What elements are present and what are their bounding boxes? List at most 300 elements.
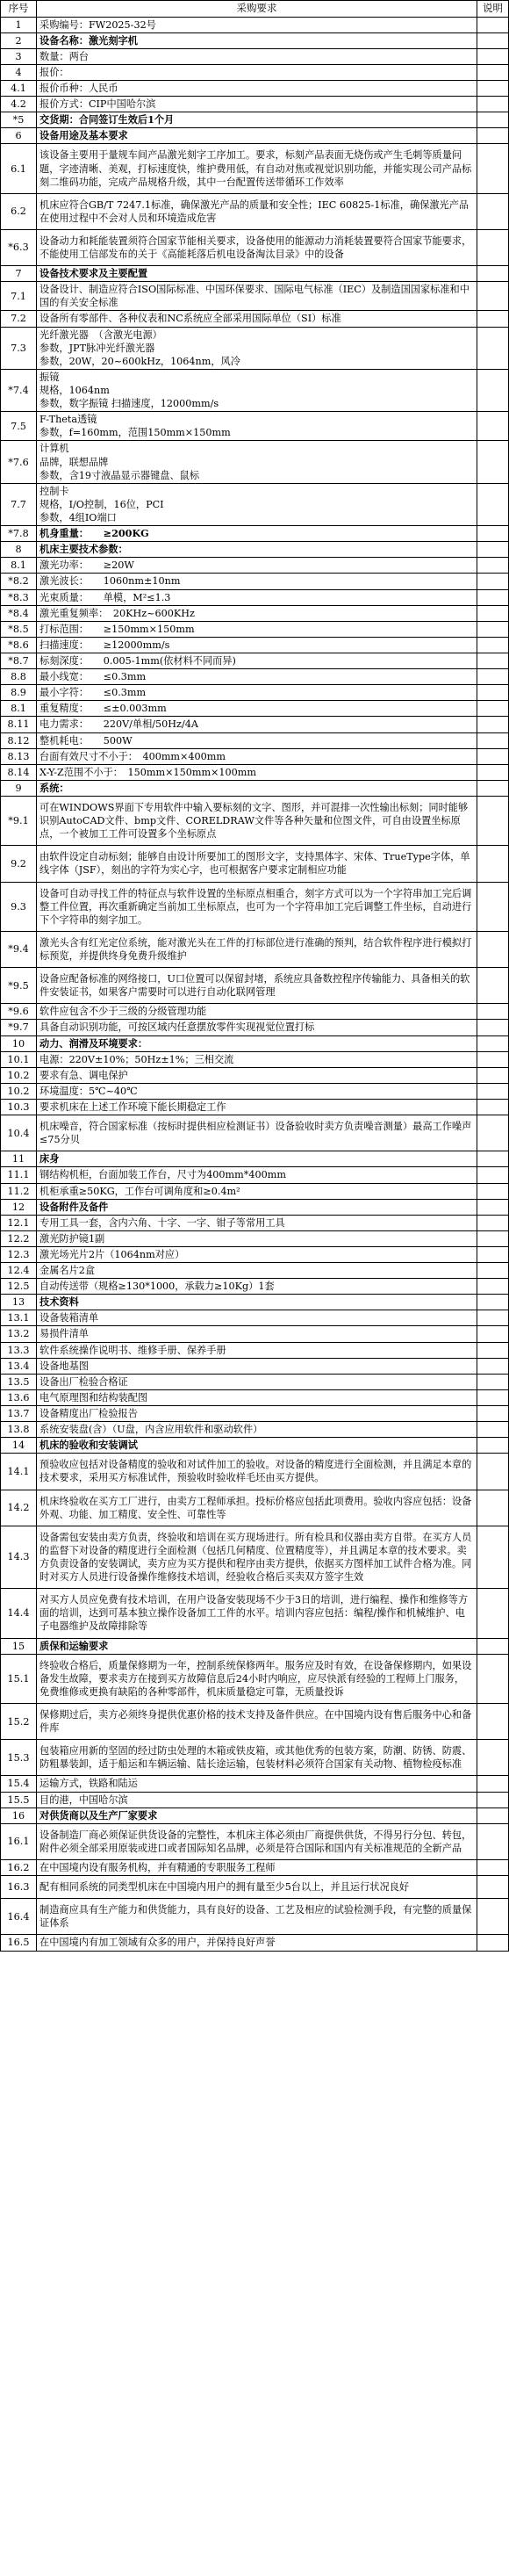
row-requirement-text: 控制卡 规格，I/O控制，16位，PCI 参数，4组IO端口	[37, 483, 477, 525]
row-note	[477, 653, 509, 669]
row-note	[477, 1035, 509, 1051]
section-row	[1, 1199, 509, 1215]
row-requirement-text: 专用工具一套，含内六角、十字、一字、钳子等常用工具	[37, 1215, 477, 1230]
row-note	[477, 1859, 509, 1875]
row-requirement-text: 金属名片2盒	[37, 1263, 477, 1279]
row-number: 12	[1, 1199, 37, 1215]
row-number: 4.1	[1, 80, 37, 96]
row-number: 15.3	[1, 1740, 37, 1776]
row-requirement-text: 报价币种：人民币	[37, 80, 477, 96]
row-requirement-text: 数量：两台	[37, 48, 477, 64]
row-number: 12.2	[1, 1230, 37, 1246]
row-number: *8.7	[1, 653, 37, 669]
row-note	[477, 846, 509, 882]
row-requirement-text: 设备所有零部件、各种仪表和NC系统应全部采用国际单位（SI）标准	[37, 311, 477, 327]
table-row	[1, 64, 509, 80]
row-note	[477, 327, 509, 369]
table-row	[1, 589, 509, 605]
row-note	[477, 621, 509, 637]
table-row	[1, 1654, 509, 1703]
row-note	[477, 229, 509, 265]
row-number: 10.1	[1, 1051, 37, 1067]
row-note	[477, 369, 509, 411]
row-note	[477, 144, 509, 193]
row-note	[477, 780, 509, 796]
row-note	[477, 1526, 509, 1588]
row-note	[477, 1067, 509, 1083]
row-note	[477, 968, 509, 1004]
table-row	[1, 412, 509, 441]
row-number: 14.4	[1, 1589, 37, 1638]
table-row	[1, 1183, 509, 1199]
row-requirement-text: 激光防护镜1副	[37, 1230, 477, 1246]
row-requirement-text: 预验收应包括对设备精度的验收和对试件加工的验收。对设备的精度进行全面检测，并且满足本章的技术要求，采用买方标准试件，预验收时验收样毛坯由买方提供。	[37, 1454, 477, 1490]
row-requirement-text: 软件系统操作说明书、维修手册、保养手册	[37, 1342, 477, 1358]
row-number: 10.2	[1, 1067, 37, 1083]
row-number: 6.1	[1, 144, 37, 193]
header-requirement: 采购要求	[37, 1, 477, 18]
row-note	[477, 441, 509, 483]
row-number: 9.3	[1, 882, 37, 931]
section-row	[1, 112, 509, 128]
section-row	[1, 266, 509, 282]
table-row	[1, 1051, 509, 1067]
table-row	[1, 653, 509, 669]
row-number: 15	[1, 1638, 37, 1654]
row-note	[477, 1358, 509, 1374]
row-number: *8.2	[1, 574, 37, 589]
table-row	[1, 1326, 509, 1342]
section-row	[1, 1295, 509, 1310]
row-number: *7.6	[1, 441, 37, 483]
row-note	[477, 1199, 509, 1215]
table-row	[1, 1342, 509, 1358]
row-requirement-text: 最小字符： ≤0.3mm	[37, 685, 477, 701]
row-number: 8.8	[1, 669, 37, 685]
table-row	[1, 685, 509, 701]
row-number: 13	[1, 1295, 37, 1310]
table-row	[1, 1704, 509, 1740]
row-requirement-text: 设备附件及备件	[37, 1199, 477, 1215]
section-row	[1, 1638, 509, 1654]
row-number: 6	[1, 128, 37, 144]
row-number: *8.4	[1, 605, 37, 621]
row-requirement-text: F-Theta透镜 参数，f=160mm，范围150mm×150mm	[37, 412, 477, 441]
section-row	[1, 128, 509, 144]
table-row	[1, 1004, 509, 1020]
row-requirement-text: 机床主要技术参数：	[37, 542, 477, 558]
row-number: 7.7	[1, 483, 37, 525]
row-requirement-text: 保修期过后，卖方必须终身提供优惠价格的技术支持及备件供应。在中国境内设有售后服务中心和备件库	[37, 1704, 477, 1740]
table-row	[1, 80, 509, 96]
row-number: 13.2	[1, 1326, 37, 1342]
table-row	[1, 1099, 509, 1115]
row-number: 13.6	[1, 1389, 37, 1405]
table-row	[1, 311, 509, 327]
table-row	[1, 1230, 509, 1246]
row-number: 3	[1, 48, 37, 64]
row-number: 12.3	[1, 1246, 37, 1262]
row-number: 16	[1, 1808, 37, 1823]
row-note	[477, 1422, 509, 1438]
row-number: 8.11	[1, 717, 37, 732]
row-note	[477, 483, 509, 525]
table-row	[1, 144, 509, 193]
table-header-row	[1, 1, 509, 18]
row-number: *9.1	[1, 796, 37, 845]
header-number: 序号	[1, 1, 37, 18]
table-row	[1, 748, 509, 764]
row-note	[477, 701, 509, 717]
row-requirement-text: 床身	[37, 1151, 477, 1167]
row-note	[477, 1183, 509, 1199]
row-note	[477, 1326, 509, 1342]
row-requirement-text: 电气原理图和结构装配图	[37, 1389, 477, 1405]
row-requirement-text: 该设备主要用于量规车间产品激光刻字工序加工。要求，标刻产品表面无烧伤或产生毛刺等质量问题，字迹清晰、美观，打标速度快，维护费用低，有自动对焦或视觉识别功能，并能实现公司产品标刻二维码功能，完成产品规格升级，其中一台配置传送带循环工作效率	[37, 144, 477, 193]
row-number: *8.5	[1, 621, 37, 637]
row-requirement-text: 最小线宽： ≤0.3mm	[37, 669, 477, 685]
section-row	[1, 32, 509, 48]
row-note	[477, 1654, 509, 1703]
table-row	[1, 1876, 509, 1899]
table-row	[1, 846, 509, 882]
section-row	[1, 1808, 509, 1823]
table-row	[1, 882, 509, 931]
table-row	[1, 637, 509, 653]
row-note	[477, 605, 509, 621]
table-row	[1, 1020, 509, 1035]
row-requirement-text: 台面有效尺寸不小于： 400mm×400mm	[37, 748, 477, 764]
row-number: 7.1	[1, 282, 37, 311]
table-row	[1, 796, 509, 845]
row-number: 16.3	[1, 1876, 37, 1899]
row-note	[477, 1438, 509, 1454]
table-row	[1, 1406, 509, 1422]
row-note	[477, 1246, 509, 1262]
table-row	[1, 17, 509, 32]
row-number: 7.2	[1, 311, 37, 327]
row-note	[477, 796, 509, 845]
section-row	[1, 542, 509, 558]
row-requirement-text: 机柜承重≥50KG，工作台可调角度和≥0.4m²	[37, 1183, 477, 1199]
requirements-table-body	[1, 1, 509, 1952]
row-number: *7.4	[1, 369, 37, 411]
row-note	[477, 882, 509, 931]
row-requirement-text: 终验收合格后，质量保修期为一年，控制系统保修两年。服务应及时有效，在设备保修期内，如果设备发生故障，要求卖方在接到买方故障信息后24小时内响应，应尽快派有经验的工程师上门服务，免费维修或更换有缺陷的各种零部件，机床质量稳定可靠，无质量投诉	[37, 1654, 477, 1703]
row-note	[477, 574, 509, 589]
row-note	[477, 558, 509, 574]
row-note	[477, 1167, 509, 1183]
row-number: 14	[1, 1438, 37, 1454]
row-note	[477, 1935, 509, 1951]
row-requirement-text: 机床的验收和安装调试	[37, 1438, 477, 1454]
row-requirement-text: 机床噪音，符合国家标准（按标时提供相应检测证书）设备验收时卖方负责噪音测量）最高工作噪声≤75分贝	[37, 1115, 477, 1151]
row-note	[477, 1823, 509, 1859]
row-note	[477, 764, 509, 780]
table-row	[1, 1740, 509, 1776]
row-number: 8	[1, 542, 37, 558]
row-number: 14.1	[1, 1454, 37, 1490]
row-note	[477, 637, 509, 653]
row-requirement-text: 重复精度： ≤±0.003mm	[37, 701, 477, 717]
row-requirement-text: 交货期：合同签订生效后1个月	[37, 112, 477, 128]
row-requirement-text: 对买方人员应免费有技术培训，在用户设备安装现场不少于3日的培训，进行编程、操作和维修等方面的培训，达到可基本独立操作设备加工工件的水平。培训内容应包括：编程/操作和机械维护、电子电器维护及故障排除等	[37, 1589, 477, 1638]
row-note	[477, 589, 509, 605]
row-requirement-text: 机身重量： ≥200KG	[37, 526, 477, 542]
row-number: 7.5	[1, 412, 37, 441]
table-row	[1, 1589, 509, 1638]
table-row	[1, 558, 509, 574]
row-requirement-text: 钢结构机柜，台面加装工作台，尺寸为400mm*400mm	[37, 1167, 477, 1183]
table-row	[1, 1935, 509, 1951]
section-row	[1, 526, 509, 542]
row-number: 15.4	[1, 1776, 37, 1792]
row-number: 15.5	[1, 1792, 37, 1808]
row-number: 10.2	[1, 1083, 37, 1099]
row-note	[477, 112, 509, 128]
row-number: 13.3	[1, 1342, 37, 1358]
row-number: 7	[1, 266, 37, 282]
row-note	[477, 1704, 509, 1740]
row-note	[477, 732, 509, 748]
row-number: *8.3	[1, 589, 37, 605]
row-requirement-text: 设备应配备标准的网络接口，U口位置可以保留封堵，系统应具备数控程序传输能力、具备相关的软件安装证书，如果客户需要时可以进行自动化联网管理	[37, 968, 477, 1004]
row-number: 1	[1, 17, 37, 32]
row-requirement-text: 打标范围： ≥150mm×150mm	[37, 621, 477, 637]
row-requirement-text: 环境温度：5℃~40℃	[37, 1083, 477, 1099]
row-requirement-text: 扫描速度： ≥12000mm/s	[37, 637, 477, 653]
row-number: *9.4	[1, 931, 37, 967]
row-note	[477, 266, 509, 282]
row-number: 12.5	[1, 1279, 37, 1295]
table-row	[1, 1454, 509, 1490]
row-note	[477, 685, 509, 701]
table-row	[1, 1067, 509, 1083]
row-number: 7.3	[1, 327, 37, 369]
section-row	[1, 780, 509, 796]
row-number: 13.8	[1, 1422, 37, 1438]
row-number: 10.3	[1, 1099, 37, 1115]
row-note	[477, 1051, 509, 1067]
row-number: 13.5	[1, 1374, 37, 1389]
row-note	[477, 1099, 509, 1115]
row-requirement-text: 设备设计、制造应符合ISO国际标准、中国环保要求、国际电气标准（IEC）及制造国国家标准和中国的有关安全标准	[37, 282, 477, 311]
row-number: 8.9	[1, 685, 37, 701]
row-number: *6.3	[1, 229, 37, 265]
table-row	[1, 441, 509, 483]
row-number: 11	[1, 1151, 37, 1167]
row-note	[477, 1151, 509, 1167]
row-requirement-text: 报价方式：CIP中国哈尔滨	[37, 97, 477, 112]
table-row	[1, 1422, 509, 1438]
row-note	[477, 1792, 509, 1808]
row-number: 11.1	[1, 1167, 37, 1183]
table-row	[1, 1374, 509, 1389]
row-number: 13.1	[1, 1310, 37, 1326]
row-note	[477, 1899, 509, 1935]
row-requirement-text: 电力需求： 220V/单相/50Hz/4A	[37, 717, 477, 732]
row-number: 8.14	[1, 764, 37, 780]
row-note	[477, 128, 509, 144]
row-number: 14.3	[1, 1526, 37, 1588]
row-number: *9.7	[1, 1020, 37, 1035]
table-row	[1, 732, 509, 748]
row-number: 10	[1, 1035, 37, 1051]
row-requirement-text: 机床应符合GB/T 7247.1标准，确保激光产品的质量和安全性；IEC 60825-1标准，确保激光产品在使用过程中不会对人员和环境造成危害	[37, 193, 477, 229]
row-number: *8.6	[1, 637, 37, 653]
row-note	[477, 1115, 509, 1151]
row-note	[477, 17, 509, 32]
row-note	[477, 1310, 509, 1326]
section-row	[1, 1151, 509, 1167]
row-note	[477, 64, 509, 80]
row-requirement-text: 在中国境内设有服务机构，并有精通的专职服务工程师	[37, 1859, 477, 1875]
row-requirement-text: 易损件清单	[37, 1326, 477, 1342]
row-requirement-text: 设备装箱清单	[37, 1310, 477, 1326]
row-requirement-text: 软件应包含不少于三级的分级管理功能	[37, 1004, 477, 1020]
row-note	[477, 669, 509, 685]
row-number: 8.13	[1, 748, 37, 764]
row-number: 8.12	[1, 732, 37, 748]
row-requirement-text: 质保和运输要求	[37, 1638, 477, 1654]
row-note	[477, 1020, 509, 1035]
row-requirement-text: 目的港，中国哈尔滨	[37, 1792, 477, 1808]
row-note	[477, 1263, 509, 1279]
table-row	[1, 48, 509, 64]
row-requirement-text: 设备出厂检验合格证	[37, 1374, 477, 1389]
table-row	[1, 1490, 509, 1526]
row-note	[477, 80, 509, 96]
row-requirement-text: 振镜 规格，1064nm 参数，数字振镜 扫描速度，12000mm/s	[37, 369, 477, 411]
table-row	[1, 1358, 509, 1374]
row-number: 12.4	[1, 1263, 37, 1279]
row-requirement-text: 采购编号：FW2025-32号	[37, 17, 477, 32]
table-row	[1, 621, 509, 637]
row-note	[477, 1389, 509, 1405]
row-requirement-text: 激光头含有红光定位系统，能对激光头在工件的打标部位进行准确的预判，结合软件程序进行模拟打标预览，并提供终身免费升级维护	[37, 931, 477, 967]
table-row	[1, 282, 509, 311]
row-number: 15.2	[1, 1704, 37, 1740]
row-note	[477, 1589, 509, 1638]
table-row	[1, 968, 509, 1004]
row-number: 9.2	[1, 846, 37, 882]
table-row	[1, 1215, 509, 1230]
row-number: 4	[1, 64, 37, 80]
row-requirement-text: 系统：	[37, 780, 477, 796]
table-row	[1, 483, 509, 525]
table-row	[1, 229, 509, 265]
row-number: 2	[1, 32, 37, 48]
row-number: 16.4	[1, 1899, 37, 1935]
row-requirement-text: 激光场光片2片（1064nm对应）	[37, 1246, 477, 1262]
row-number: *7.8	[1, 526, 37, 542]
row-requirement-text: 激光波长： 1060nm±10nm	[37, 574, 477, 589]
row-note	[477, 32, 509, 48]
row-note	[477, 97, 509, 112]
row-requirement-text: 由软件设定自动标刻；能够自由设计所要加工的图形文字，支持黑体字、宋体、TrueType字体，单线字体（JSF），刻出的字符为实心字，也可根据客户要求定制相应功能	[37, 846, 477, 882]
row-requirement-text: 标刻深度： 0.005-1mm(依材料不同而异)	[37, 653, 477, 669]
row-number: *9.6	[1, 1004, 37, 1020]
table-row	[1, 1792, 509, 1808]
row-note	[477, 193, 509, 229]
row-requirement-text: 要求机床在上述工作环境下能长期稳定工作	[37, 1099, 477, 1115]
table-row	[1, 193, 509, 229]
row-note	[477, 1876, 509, 1899]
table-row	[1, 1526, 509, 1588]
row-requirement-text: 设备可自动寻找工件的特征点与软件设置的坐标原点相重合，刻字方式可以为一个字符串加工完后调整工件位置，再次重新确定当前加工坐标原点，也可为一个字符串加工完后调整工件坐标，自动进行下个字符串的刻字加工。	[37, 882, 477, 931]
row-requirement-text: 运输方式，铁路和陆运	[37, 1776, 477, 1792]
row-requirement-text: 激光功率： ≥20W	[37, 558, 477, 574]
row-note	[477, 1740, 509, 1776]
row-requirement-text: 整机耗电： 500W	[37, 732, 477, 748]
row-number: *9.5	[1, 968, 37, 1004]
row-requirement-text: 可在WINDOWS界面下专用软件中输入要标刻的文字、图形，并可混排一次性输出标刻；同时能够识别AutoCAD文件、bmp文件、CORELDRAW文件等各种矢量和位图文件，可自由设置坐标原点，一个被加工工件可设置多个坐标原点	[37, 796, 477, 845]
row-note	[477, 1215, 509, 1230]
table-row	[1, 1823, 509, 1859]
table-row	[1, 1246, 509, 1262]
row-requirement-text: 计算机 品牌，联想品牌 参数，含19寸液晶显示器键盘、鼠标	[37, 441, 477, 483]
row-number: 10.4	[1, 1115, 37, 1151]
row-number: *5	[1, 112, 37, 128]
table-row	[1, 717, 509, 732]
row-note	[477, 1406, 509, 1422]
row-note	[477, 1295, 509, 1310]
row-requirement-text: 光束质量： 单模，M²≤1.3	[37, 589, 477, 605]
table-row	[1, 1776, 509, 1792]
row-requirement-text: 光纤激光器 （含激光电源） 参数，JPT脉冲光纤激光器 参数，20W，20~600kHz，1064nm，风冷	[37, 327, 477, 369]
row-note	[477, 282, 509, 311]
table-row	[1, 1389, 509, 1405]
row-requirement-text: 激光重复频率： 20KHz~600KHz	[37, 605, 477, 621]
row-note	[477, 412, 509, 441]
row-note	[477, 931, 509, 967]
row-number: 13.7	[1, 1406, 37, 1422]
row-requirement-text: 配有相同系统的同类型机床在中国境内用户的拥有量至少5台以上，并且运行状况良好	[37, 1876, 477, 1899]
row-requirement-text: 报价：	[37, 64, 477, 80]
row-note	[477, 717, 509, 732]
row-requirement-text: 对供货商以及生产厂家要求	[37, 1808, 477, 1823]
row-requirement-text: 系统安装盘(含）（U盘，内含应用软件和驱动软件）	[37, 1422, 477, 1438]
table-row	[1, 764, 509, 780]
row-requirement-text: 自动传送带（规格≥130*1000，承载力≥10Kg）1套	[37, 1279, 477, 1295]
row-note	[477, 1230, 509, 1246]
row-note	[477, 1638, 509, 1654]
row-requirement-text: 设备动力和耗能装置须符合国家节能相关要求，设备使用的能源动力消耗装置要符合国家节能要求，不能使用工信部发布的关于《高能耗落后机电设备淘汰目录》中的设备	[37, 229, 477, 265]
row-requirement-text: 电源：220V±10%；50Hz±1%；三相交流	[37, 1051, 477, 1067]
row-requirement-text: 设备制造厂商必须保证供货设备的完整性，本机床主体必须由厂商提供供货，不得另行分包、转包，附件必须全部采用原装或进口或者国际知名品牌，必须是符合国际和国内有关标准规范的全新产品	[37, 1823, 477, 1859]
row-number: 11.2	[1, 1183, 37, 1199]
section-row	[1, 1035, 509, 1051]
row-number: 16.1	[1, 1823, 37, 1859]
row-requirement-text: 设备用途及基本要求	[37, 128, 477, 144]
table-row	[1, 605, 509, 621]
row-note	[477, 48, 509, 64]
row-note	[477, 542, 509, 558]
table-row	[1, 1263, 509, 1279]
table-row	[1, 327, 509, 369]
row-number: 12.1	[1, 1215, 37, 1230]
row-requirement-text: 技术资料	[37, 1295, 477, 1310]
table-row	[1, 1167, 509, 1183]
row-number: 8.1	[1, 701, 37, 717]
row-note	[477, 748, 509, 764]
table-row	[1, 369, 509, 411]
row-requirement-text: 具备自动识别功能，可按区域内任意摆放零件实现视觉位置打标	[37, 1020, 477, 1035]
table-row	[1, 1899, 509, 1935]
row-requirement-text: 制造商应具有生产能力和供货能力，具有良好的设备、工艺及相应的试验检测手段，有完整的质量保证体系	[37, 1899, 477, 1935]
row-note	[477, 1004, 509, 1020]
row-requirement-text: 设备需包安装由卖方负责，终验收和培训在买方现场进行。所有检具和仪器由卖方自带。在买方人员的监督下对设备的精度进行全面检测（包括几何精度、位置精度等），并且满足本章的技术要求。卖方负责设备的安装调试，卖方应为买方提供和程序由卖方提供，依据买方图样加工试件合格为准。同时对买方人员进行设备操作维修技术培训，经验收合格后买卖双方签字生效	[37, 1526, 477, 1588]
